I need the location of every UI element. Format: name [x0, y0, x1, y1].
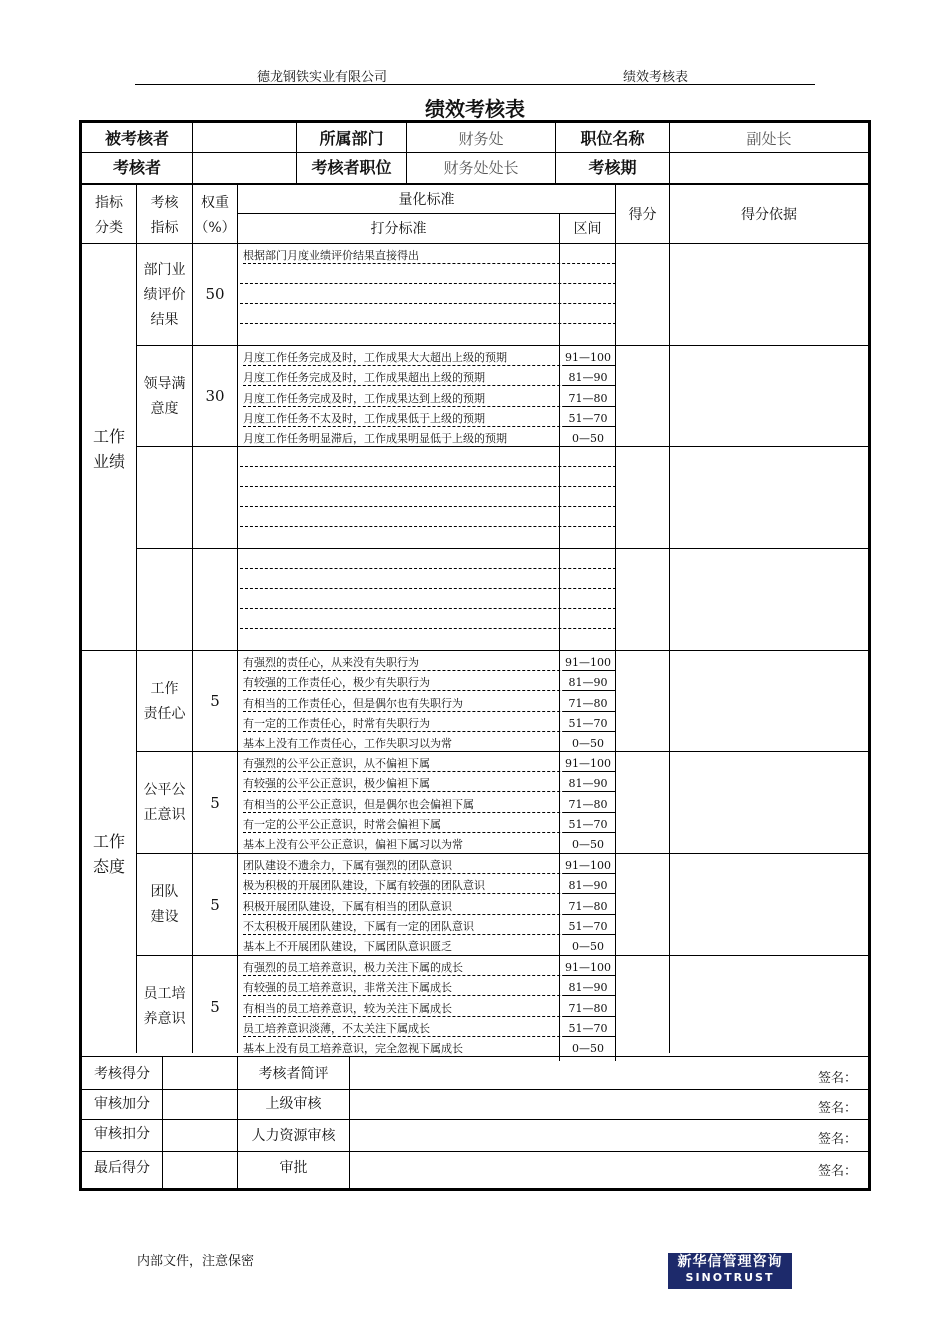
- criterion-text: 有强烈的员工培养意识，极力关注下属的成长: [243, 961, 463, 974]
- blank-line: [240, 526, 616, 527]
- blank-line: [240, 323, 616, 324]
- indicator-name: [137, 372, 192, 422]
- range-text: 71—80: [568, 391, 608, 405]
- group-label-line: 工作: [92, 832, 125, 851]
- divider: [137, 548, 868, 549]
- criterion-text: 月度工作任务明显滞后，工作成果明显低于上级的预期: [243, 432, 507, 446]
- indicator-line: 意度: [150, 401, 179, 417]
- superior-review-label: 上级审核: [265, 1096, 322, 1112]
- criterion-range: [560, 917, 616, 937]
- divider: [82, 1119, 868, 1120]
- range-text: 0—50: [572, 737, 604, 751]
- divider: [192, 123, 193, 184]
- indicator-weight: 5: [210, 998, 220, 1016]
- divider: [237, 185, 238, 1053]
- col-indicator-l2: 指标: [150, 220, 179, 236]
- indicator-line: 领导满: [143, 376, 186, 392]
- col-quant: 量化标准: [398, 192, 455, 208]
- col-score: 得分: [628, 207, 657, 223]
- logo-text-cn: 新华信管理咨询: [677, 1254, 783, 1270]
- range-text: 71—80: [568, 1001, 608, 1015]
- divider: [162, 1057, 163, 1188]
- criterion-range: [560, 978, 616, 998]
- criterion-range: [560, 937, 616, 957]
- blank-line: [240, 628, 616, 629]
- evaluator-position-label: 考核者职位: [311, 158, 392, 177]
- criterion-text: 月度工作任务完成及时，工作成果大大超出上级的预期: [243, 351, 507, 364]
- range-text: 71—80: [568, 899, 608, 913]
- col-indicator-l1: 考核: [150, 195, 179, 211]
- divider: [82, 650, 868, 651]
- range-text: 71—80: [568, 696, 608, 710]
- group-label-line: 业绩: [92, 452, 125, 471]
- blank-line: [240, 608, 616, 609]
- criterion-range: [560, 714, 616, 734]
- blank-line: [240, 568, 616, 569]
- criterion-text: 有一定的工作责任心，时常有失职行为: [243, 716, 430, 730]
- col-category-l1: 指标: [95, 195, 123, 211]
- criterion-range: [560, 795, 616, 815]
- divider: [192, 185, 193, 1053]
- criterion-range: [560, 429, 616, 449]
- criterion-range: [560, 409, 616, 429]
- blank-line: [240, 283, 616, 284]
- final-score-label: 最后得分: [94, 1160, 150, 1176]
- criterion-text: 有强烈的公平公正意识，从不偏袒下属: [243, 757, 430, 770]
- criterion-range: [560, 999, 616, 1019]
- period-label: 考核期: [588, 158, 637, 177]
- indicator-line: 部门业: [143, 262, 186, 278]
- indicator-line: 员工培: [143, 986, 186, 1002]
- range-text: 91—100: [565, 656, 611, 669]
- group-label-line: 工作: [92, 427, 125, 446]
- criterion-range: [560, 876, 616, 896]
- deduction-label: 审核扣分: [94, 1126, 150, 1142]
- criterion-range: [560, 958, 616, 978]
- indicator-line: 养意识: [143, 1011, 186, 1027]
- col-range: 区间: [573, 221, 602, 237]
- range-text: 81—90: [568, 981, 608, 995]
- criterion-text: 有相当的公平公正意识，但是偶尔也会偏袒下属: [243, 797, 474, 811]
- criterion-text: 有一定的公平公正意识，时常会偏袒下属: [243, 817, 441, 831]
- range-text: 51—70: [568, 1021, 608, 1035]
- signature-label: 签名：: [818, 1071, 858, 1086]
- company-name: 德龙钢铁实业有限公司: [257, 70, 388, 85]
- range-text: 0—50: [572, 432, 604, 446]
- indicator-name: [137, 880, 192, 930]
- evaluator-comment-label: 考核者简评: [258, 1066, 329, 1082]
- divider: [137, 345, 868, 346]
- criterion-range: [560, 835, 616, 855]
- criterion-range: [560, 754, 616, 774]
- indicator-line: 公平公: [143, 782, 186, 798]
- range-text: 91—100: [565, 351, 611, 364]
- indicator-line: 正意识: [143, 807, 186, 823]
- dept-label: 所属部门: [319, 129, 384, 148]
- criterion-range: [560, 694, 616, 714]
- signature-label: 签名：: [818, 1164, 858, 1179]
- criterion-range: [560, 653, 616, 673]
- criterion-text: 根据部门月度业绩评价结果直接得出: [243, 249, 419, 262]
- criterion-text: 有强烈的责任心，从来没有失职行为: [243, 656, 419, 669]
- indicator-line: 责任心: [143, 706, 186, 722]
- indicator-line: 团队: [150, 884, 179, 900]
- divider: [669, 185, 670, 1053]
- signature-label: 签名：: [818, 1101, 858, 1116]
- company-logo: [668, 1253, 792, 1289]
- criterion-range: [560, 673, 616, 693]
- range-text: 0—50: [572, 838, 604, 852]
- evaluatee-label: 被考核者: [104, 129, 169, 148]
- range-text: 81—90: [568, 879, 608, 893]
- indicator-name: [137, 778, 192, 828]
- criterion-text: 有较强的工作责任心，极少有失职行为: [243, 676, 430, 690]
- range-text: 51—70: [568, 716, 608, 730]
- blank-line: [240, 506, 616, 507]
- criterion-range: [560, 368, 616, 388]
- indicator-name: [137, 677, 192, 727]
- indicator-weight: 5: [210, 794, 220, 812]
- range-text: 81—90: [568, 777, 608, 791]
- confidential-note: 内部文件，注意保密: [137, 1254, 255, 1269]
- criterion-text: 有较强的员工培养意识，非常关注下属成长: [243, 981, 452, 995]
- col-scoring: 打分标准: [370, 221, 427, 237]
- indicator-line: 建设: [150, 909, 179, 925]
- range-text: 71—80: [568, 797, 608, 811]
- criterion-text: 有相当的员工培养意识，较为关注下属成长: [243, 1001, 452, 1015]
- bonus-label: 审核加分: [94, 1096, 150, 1112]
- dept-field[interactable]: 财务处: [458, 130, 504, 148]
- col-weight-l2: （%）: [194, 220, 236, 236]
- range-text: 51—70: [568, 411, 608, 425]
- range-text: 91—100: [565, 757, 611, 770]
- logo-text-en: SINOTRUST: [685, 1271, 775, 1284]
- divider: [349, 1057, 350, 1188]
- indicator-weight: 50: [205, 285, 225, 303]
- criterion-text: 积极开展团队建设，下属有相当的团队意识: [243, 899, 452, 913]
- position-label: 职位名称: [580, 129, 645, 148]
- criterion-range: [560, 348, 616, 368]
- group-attitude: [82, 829, 136, 879]
- criterion-text: 基本上没有公平公正意识，偏袒下属习以为常: [243, 838, 463, 852]
- signature-label: 签名：: [818, 1132, 858, 1147]
- criterion-text: 月度工作任务不太及时，工作成果低于上级的预期: [243, 411, 485, 425]
- evaluator-position-field[interactable]: 财务处处长: [443, 159, 519, 177]
- criterion-text: 基本上没有员工培养意识，完全忽视下属成长: [243, 1042, 463, 1056]
- evaluator-label: 考核者: [112, 158, 161, 177]
- range-text: 81—90: [568, 676, 608, 690]
- col-basis: 得分依据: [741, 207, 797, 223]
- criterion-range: [560, 815, 616, 835]
- criterion-text: 基本上不开展团队建设，下属团队意识匮乏: [243, 940, 452, 954]
- criterion-text: 有较强的公平公正意识，极少偏袒下属: [243, 777, 430, 791]
- blank-line: [240, 466, 616, 467]
- col-weight-l1: 权重: [201, 195, 229, 211]
- score-label: 考核得分: [94, 1066, 150, 1082]
- criterion: [243, 246, 615, 266]
- criterion-range: [560, 897, 616, 917]
- blank-line: [240, 303, 616, 304]
- indicator-line: 绩评价: [143, 287, 186, 303]
- criterion-text: 极为积极的开展团队建设，下属有较强的团队意识: [243, 879, 485, 893]
- indicator-name: [137, 982, 192, 1032]
- criterion-range: [560, 1019, 616, 1039]
- indicator-weight: 5: [210, 692, 220, 710]
- criterion-range: [560, 1039, 616, 1059]
- blank-line: [240, 486, 616, 487]
- indicator-weight: 5: [210, 896, 220, 914]
- indicator-line: 工作: [150, 681, 179, 697]
- range-text: 51—70: [568, 919, 608, 933]
- divider: [82, 1151, 868, 1152]
- group-label-line: 态度: [92, 857, 125, 876]
- divider: [82, 1089, 868, 1090]
- criterion-range: [560, 856, 616, 876]
- page-header: [135, 64, 815, 85]
- criterion-text: 员工培养意识淡薄，不太关注下属成长: [243, 1021, 430, 1035]
- hr-review-label: 人力资源审核: [251, 1128, 336, 1144]
- range-text: 91—100: [565, 859, 611, 872]
- position-field[interactable]: 副处长: [746, 130, 792, 148]
- group-performance: [82, 424, 136, 474]
- approval-label: 审批: [279, 1160, 308, 1176]
- col-category-l2: 分类: [95, 220, 123, 236]
- criterion-range: [560, 774, 616, 794]
- divider: [82, 152, 868, 153]
- indicator-name: [137, 258, 192, 333]
- range-text: 0—50: [572, 1042, 604, 1056]
- criterion-range: [560, 389, 616, 409]
- indicator-line: 结果: [150, 312, 179, 328]
- page-title: 绩效考核表: [425, 97, 525, 121]
- divider: [82, 243, 868, 244]
- criterion-text: 基本上没有工作责任心，工作失职习以为常: [243, 737, 452, 751]
- criterion-text: 不太积极开展团队建设，下属有一定的团队意识: [243, 919, 474, 933]
- indicator-weight: 30: [205, 387, 225, 405]
- criterion-text: 有相当的工作责任心，但是偶尔也有失职行为: [243, 696, 463, 710]
- criterion-text: 月度工作任务完成及时，工作成果达到上级的预期: [243, 391, 485, 405]
- range-text: 91—100: [565, 961, 611, 974]
- divider: [82, 183, 868, 185]
- criterion-text: 团队建设不遗余力，下属有强烈的团队意识: [243, 859, 452, 872]
- blank-line: [240, 588, 616, 589]
- range-text: 81—90: [568, 371, 608, 385]
- range-text: 51—70: [568, 817, 608, 831]
- range-text: 0—50: [572, 940, 604, 954]
- criterion-text: 月度工作任务完成及时，工作成果超出上级的预期: [243, 371, 485, 385]
- document-name: 绩效考核表: [623, 70, 689, 85]
- criterion-range: [560, 734, 616, 754]
